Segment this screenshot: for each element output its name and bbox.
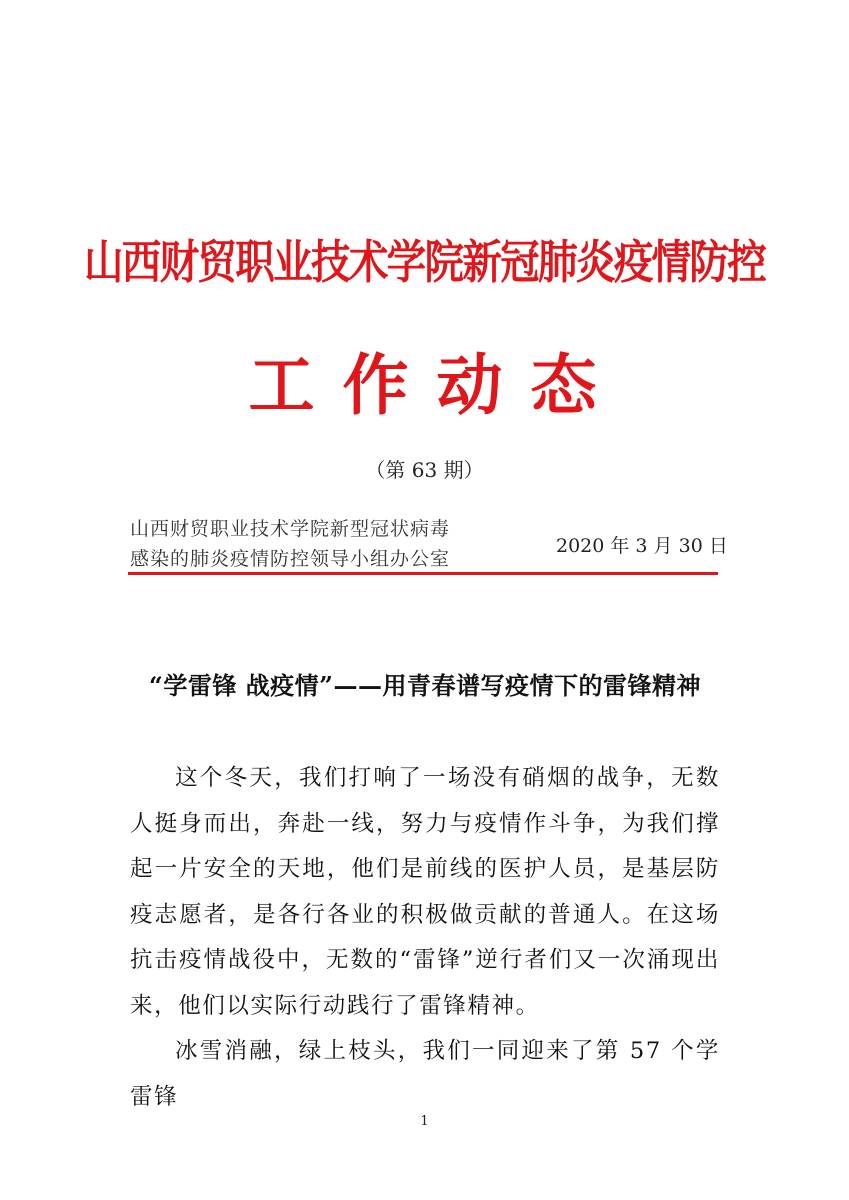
paragraph-2: 冰雪消融，绿上枝头，我们一同迎来了第 57 个学雷锋	[130, 1038, 720, 1110]
masthead-subtitle: 工作动态	[248, 346, 625, 424]
issuer-line-2: 感染的肺炎疫情防控领导小组办公室	[130, 548, 451, 570]
page-number: 1	[420, 1114, 429, 1129]
red-divider	[128, 572, 718, 575]
issuer-block	[130, 514, 450, 574]
issue-number: （第 63 期）	[365, 458, 484, 482]
paragraph-1: 这个冬天，我们打响了一场没有硝烟的战争，无数人挺身而出，奔赴一线，努力与疫情作斗争，为我们撑起一片安全的天地，他们是前线的医护人员，是基层防疫志愿者，是各行各业的积极做贡献的普通人。在这场抗击疫情战役中，无数的“雷锋”逆行者们又一次涌现出来，他们以实际行动践行了雷锋精神。	[130, 765, 720, 1019]
issue-date: 2020 年 3 月 30 日	[556, 535, 728, 557]
article-title: “学雷锋 战疫情”——用青春谱写疫情下的雷锋精神	[149, 671, 701, 700]
issuer-line-1: 山西财贸职业技术学院新型冠状病毒	[130, 518, 451, 540]
masthead-title: 山西财贸职业技术学院新冠肺炎疫情防控	[83, 235, 766, 289]
article-body	[130, 756, 720, 1120]
